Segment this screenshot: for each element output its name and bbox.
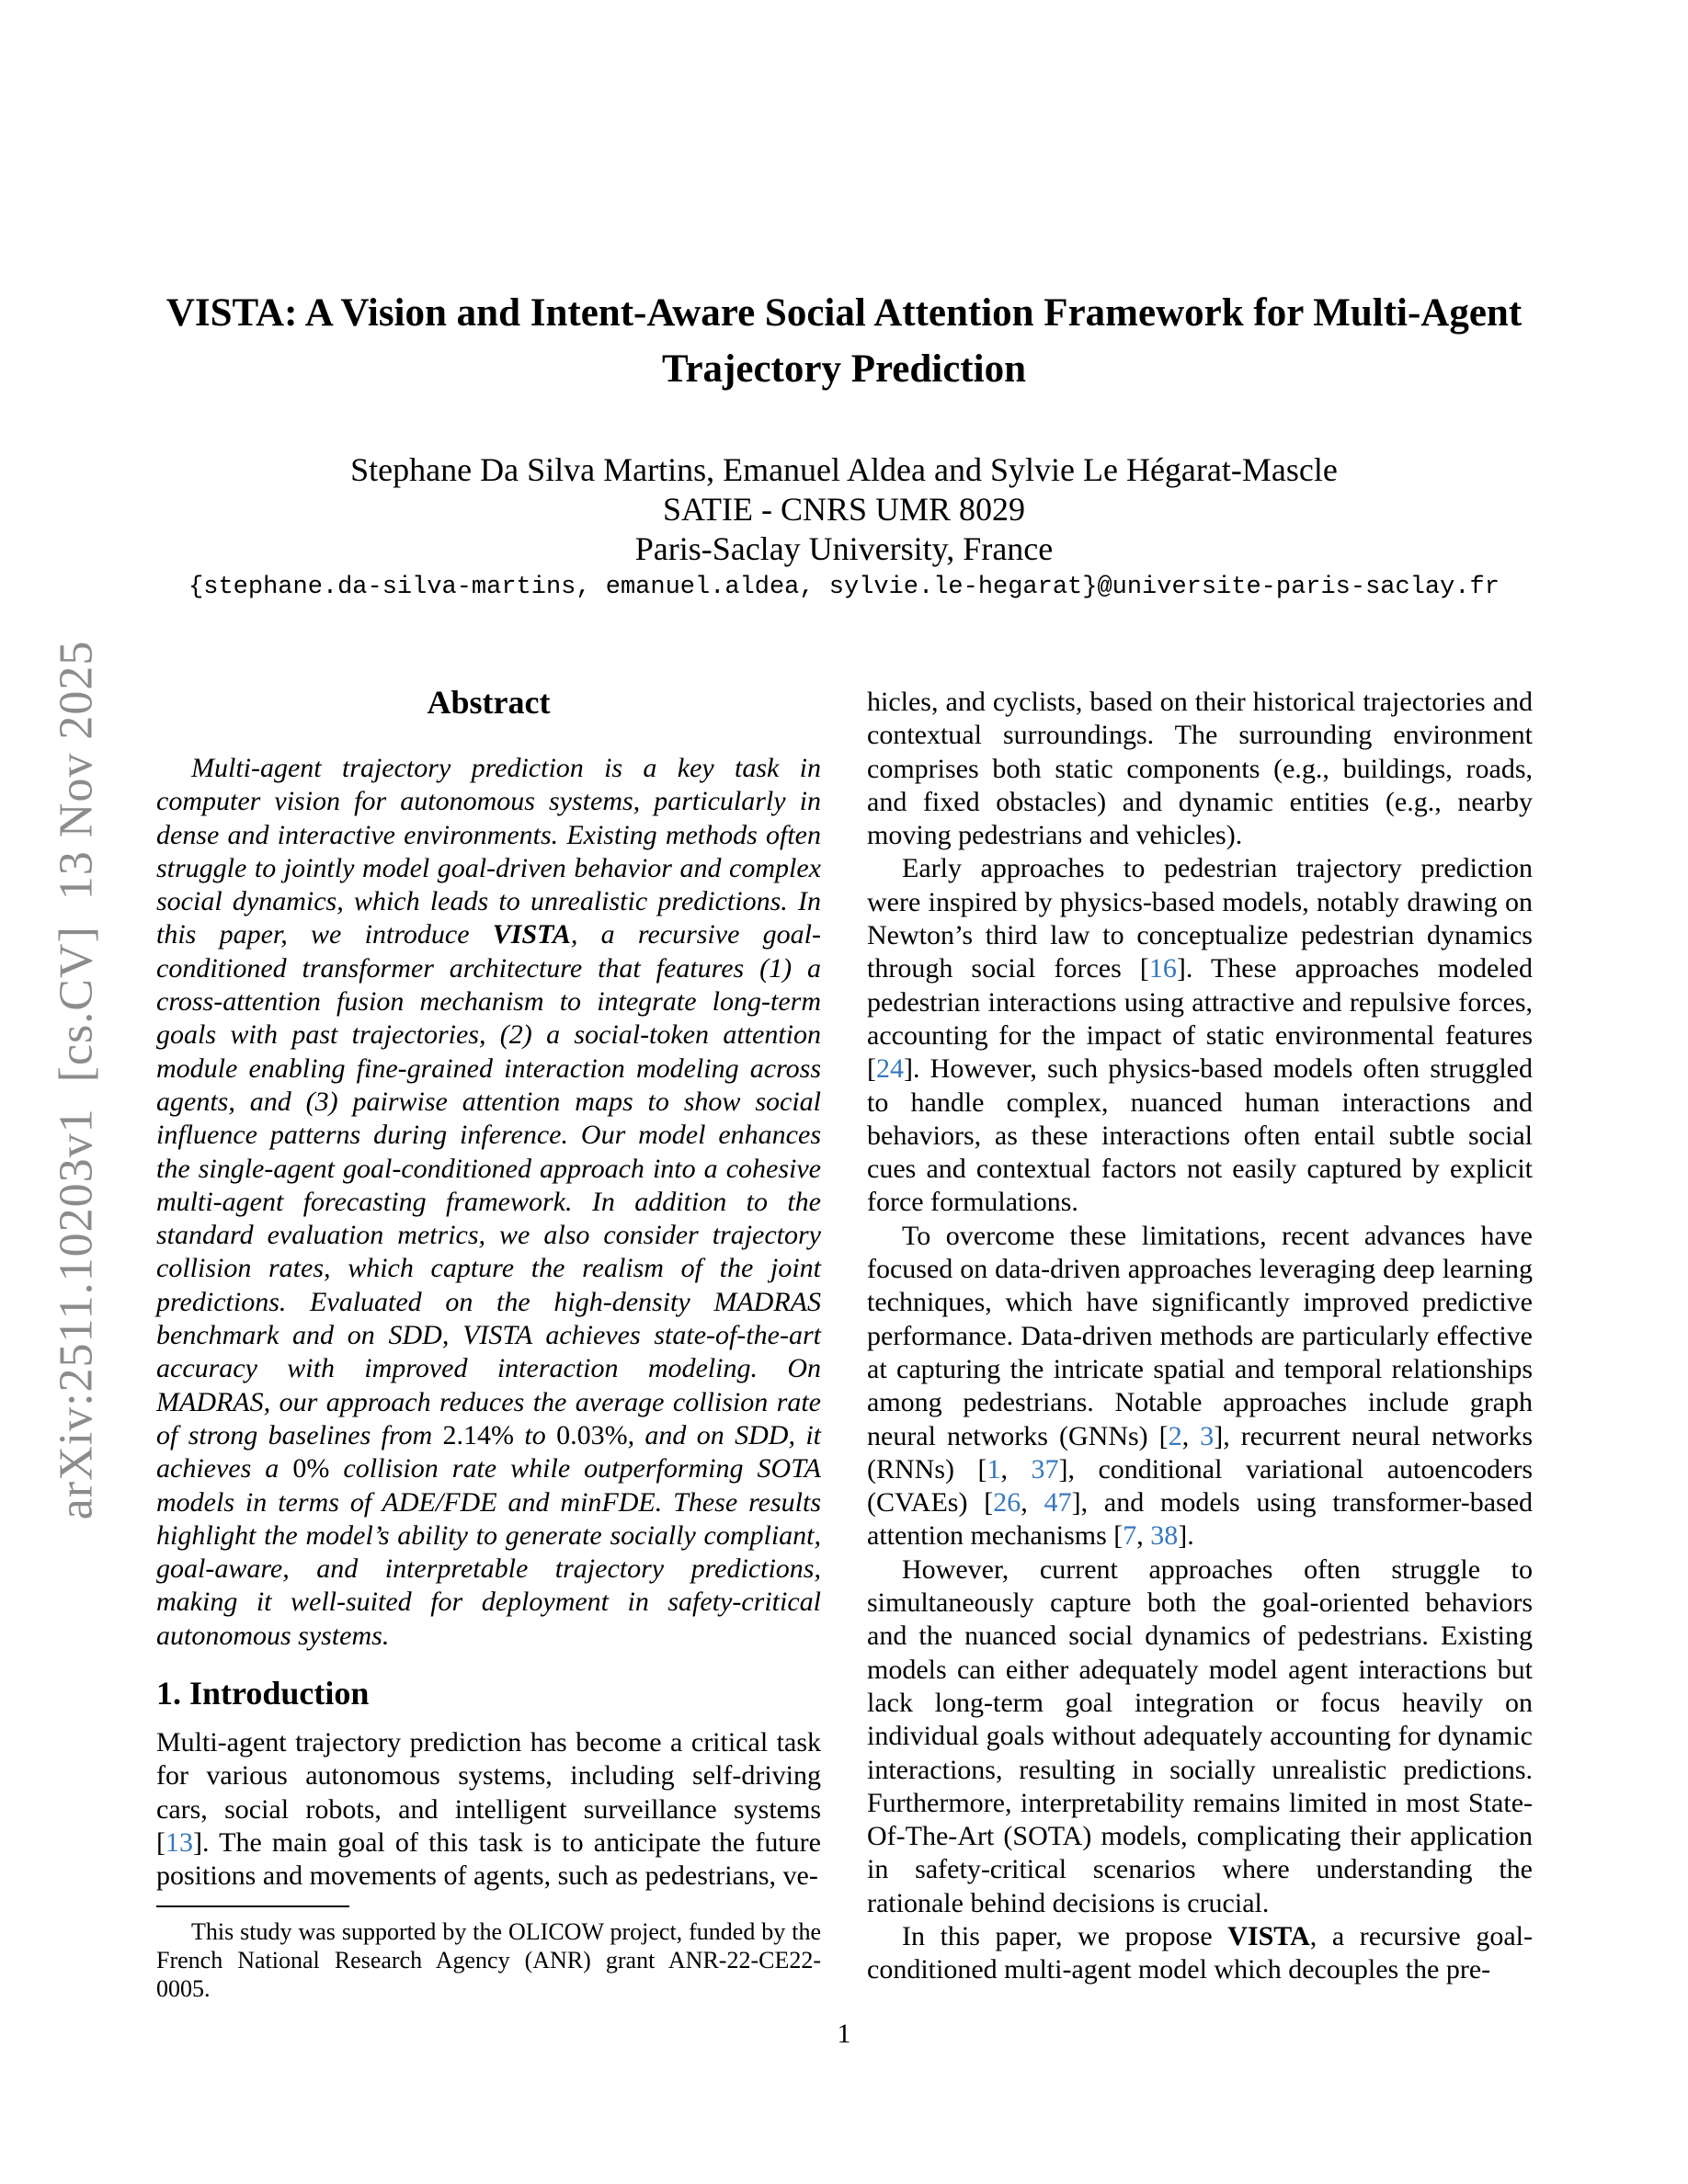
- paper-title: [0, 285, 1688, 397]
- paper-title-line2: Trajectory Prediction: [661, 347, 1026, 391]
- section-heading-introduction: 1. Introduction: [156, 1675, 370, 1712]
- citation-link[interactable]: 47: [1044, 1487, 1072, 1519]
- arxiv-watermark-text: arXiv:2511.10203v1 [cs.CV] 13 Nov 2025: [50, 640, 103, 1520]
- citation-link[interactable]: 3: [1200, 1420, 1215, 1451]
- intro-paragraph-left: Multi-agent trajectory prediction has become a critical task for various autonomous systems, including self-driving cars, social robots, and intelligent surveillance systems [13]. The main goal of this task is to anticipate the future positions and movements of agents, such as pedestrians, ve-: [156, 1727, 821, 1892]
- citation-link[interactable]: 38: [1150, 1520, 1179, 1552]
- intro-paragraph-limitations: However, current approaches often struggle to simultaneously capture both the goal-oriented behaviors and the nuanced social dynamics of pedestrians. Existing models can either adequately model agent interactions but lack long-term goal integration or focus heavily on individual goals without adequately accounting for dynamic interactions, resulting in socially unrealistic predictions. Furthermore, interpretability remains limited in most State-Of-The-Art (SOTA) models, complicating their application in safety-critical scenarios where understanding the rationale behind decisions is crucial.: [867, 1553, 1533, 1918]
- affiliation-lab: SATIE - CNRS UMR 8029: [662, 491, 1026, 528]
- citation-link[interactable]: 16: [1148, 953, 1177, 984]
- introduction-section: [156, 1673, 821, 1893]
- funding-footnote: This study was supported by the OLICOW project, funded by the French National Research Agency (ANR) grant ANR-22-CE22-0005.: [156, 1918, 821, 2002]
- citation-link[interactable]: 2: [1168, 1420, 1182, 1451]
- citation-link[interactable]: 26: [993, 1487, 1021, 1519]
- intro-paragraph-data-driven: To overcome these limitations, recent advances have focused on data-driven approaches leveraging deep learning techniques, which have significantly improved predictive performance. Data-driven methods are particularly effective at capturing the intricate spatial and temporal relationships among pedestrians. Notable approaches include graph neural networks (GNNs) [2, 3], recurrent neural networks (RNNs) [1, 37], conditional variational autoencoders (CVAEs) [26, 47], and models using transformer-based attention mechanisms [7, 38].: [867, 1220, 1534, 1552]
- intro-paragraph-proposal: In this paper, we propose VISTA, a recursive goal-conditioned multi-agent model which decouples the pre-: [867, 1920, 1533, 1985]
- intro-paragraph-early-approaches: Early approaches to pedestrian trajectory prediction were inspired by physics-based models, notably drawing on Newton’s third law to conceptualize pedestrian dynamics through social forces [16]. These approaches modeled pedestrian interactions using attractive and repulsive forces, accounting for the impact of static environmental features [24]. However, such physics-based models often struggled to handle complex, nuanced human interactions and behaviors, as these interactions often entail subtle social cues and contextual factors not easily captured by explicit force formulations.: [867, 853, 1534, 1218]
- citation-link[interactable]: 37: [1031, 1453, 1059, 1484]
- affiliation-university: Paris-Saclay University, France: [634, 530, 1054, 567]
- authors-email: {stephane.da-silva-martins, emanuel.aldea, sylvie.le-hegarat}@universite-paris-saclay.fr: [188, 574, 1500, 601]
- paper-title-line1: VISTA: A Vision and Intent-Aware Social Attention Framework for Multi-Agent: [165, 291, 1523, 335]
- authors-line: Stephane Da Silva Martins, Emanuel Aldea and Sylvie Le Hégarat-Mascle: [350, 451, 1338, 488]
- right-column: [867, 686, 1533, 1987]
- intro-paragraph-continuation: hicles, and cyclists, based on their historical trajectories and contextual surroundings. The surrounding environment comprises both static components (e.g., buildings, roads, and fixed obstacles) and dynamic entities (e.g., nearby moving pedestrians and vehicles).: [867, 687, 1533, 851]
- citation-link[interactable]: 7: [1123, 1520, 1137, 1552]
- abstract-body: Multi-agent trajectory prediction is a key task in computer vision for autonomous systems, particularly in dense and interactive environments. Existing methods often struggle to jointly model goal-driven behavior and complex social dynamics, which leads to unrealistic predictions. In this paper, we introduce VISTA, a recursive goal-conditioned transformer architecture that features (1) a cross-attention fusion mechanism to integrate long-term goals with past trajectories, (2) a social-token attention module enabling fine-grained interaction modeling across agents, and (3) pairwise attention maps to show social influence patterns during inference. Our model enhances the single-agent goal-conditioned approach into a cohesive multi-agent forecasting framework. In addition to the standard evaluation metrics, we also consider trajectory collision rates, which capture the realism of the joint predictions. Evaluated on the high-density MADRAS benchmark and on SDD, VISTA achieves state-of-the-art accuracy with improved interaction modeling. On MADRAS, our approach reduces the average collision rate of strong baselines from 2.14% to 0.03%, and on SDD, it achieves a 0% collision rate while outperforming SOTA models in terms of ADE/FDE and minFDE. These results highlight the model’s ability to generate socially compliant, goal-aware, and interpretable trajectory predictions, making it well-suited for deployment in safety-critical autonomous systems.: [156, 753, 821, 1651]
- citation-link[interactable]: 13: [165, 1826, 193, 1858]
- abstract-heading: Abstract: [427, 684, 551, 721]
- page-number: 1: [837, 2019, 851, 2049]
- footnote-divider: [156, 1905, 349, 1907]
- citation-link[interactable]: 1: [987, 1453, 1001, 1484]
- left-column: [156, 682, 821, 1653]
- citation-link[interactable]: 24: [876, 1053, 904, 1085]
